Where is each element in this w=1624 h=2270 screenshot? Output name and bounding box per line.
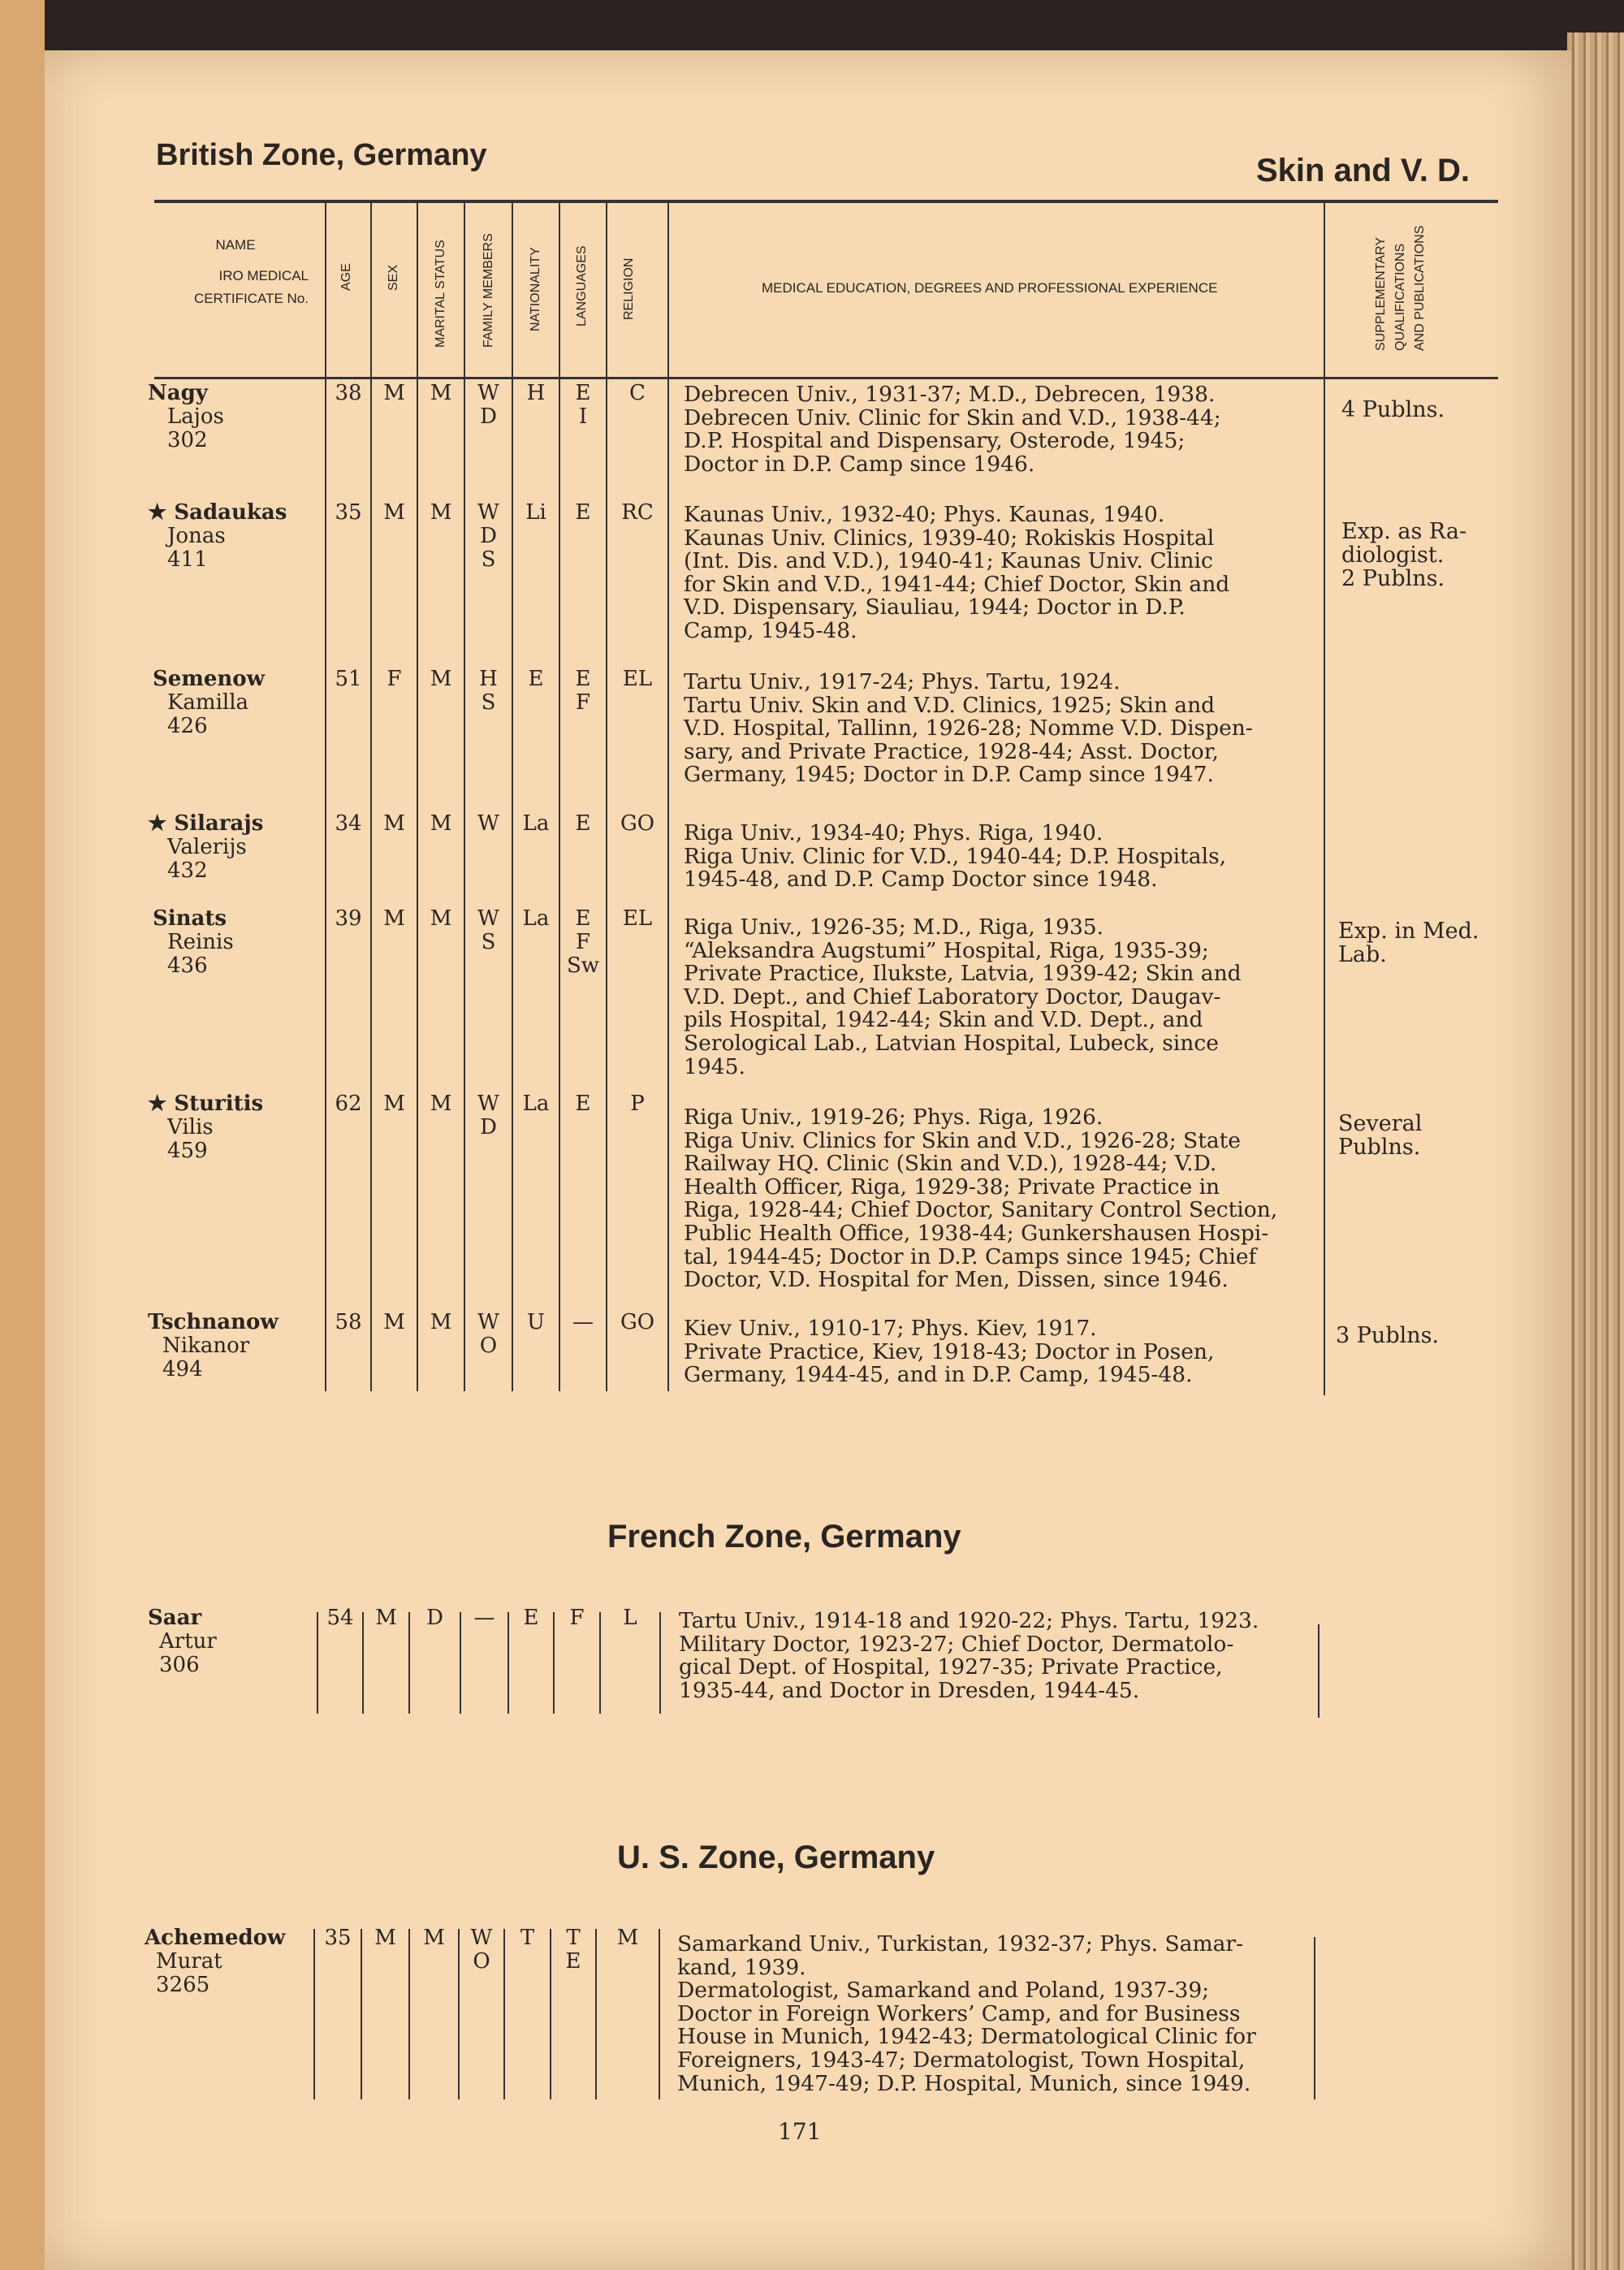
column-divider <box>325 201 326 1391</box>
nationality-cell: La <box>522 906 550 931</box>
languages-cell: E <box>575 1092 591 1116</box>
sex-cell: F <box>387 667 402 691</box>
given-name: Reinis <box>167 930 234 954</box>
nationality-cell: E <box>523 1606 539 1630</box>
age-cell: 39 <box>335 906 362 931</box>
column-divider <box>503 1929 505 2099</box>
languages-cell: E F Sw <box>566 906 600 978</box>
supplementary-cell: 4 Publns. <box>1341 397 1445 422</box>
languages-cell: E F <box>575 667 591 715</box>
family-cell: — <box>473 1606 495 1630</box>
given-name: Valerijs <box>167 835 247 859</box>
sex-cell: M <box>383 1092 405 1116</box>
column-divider <box>1324 201 1325 1395</box>
column-header-medical: MEDICAL EDUCATION, DEGREES AND PROFESSIONAL EXPERIENCE <box>762 280 1218 296</box>
religion-cell: P <box>630 1092 645 1116</box>
column-header-nationality: NATIONALITY <box>529 247 542 331</box>
table-row-name: ★ Sadaukas <box>148 500 287 525</box>
column-header-religion: RELIGION <box>622 257 636 320</box>
languages-cell: F <box>569 1606 585 1630</box>
column-divider <box>659 1612 661 1714</box>
sex-cell: M <box>383 811 405 836</box>
certificate-number: 432 <box>167 858 208 883</box>
age-cell: 34 <box>335 811 362 836</box>
nationality-cell: H <box>526 381 546 405</box>
age-cell: 62 <box>335 1092 362 1116</box>
column-divider <box>408 1929 410 2099</box>
given-name: Vilis <box>167 1115 214 1139</box>
experience-cell: Debrecen Univ., 1931-37; M.D., Debrecen, 1938. Debrecen Univ. Clinic for Skin and V.D., 1938-44; D.P. Hospital and Dispensary, Osterode, 1945; Doctor in D.P. Camp since 1946. <box>684 382 1221 477</box>
marital-cell: M <box>430 906 452 931</box>
age-cell: 51 <box>335 667 362 691</box>
column-divider <box>464 201 465 1391</box>
age-cell: 35 <box>324 1926 352 1950</box>
religion-cell: C <box>629 381 646 405</box>
experience-cell: Samarkand Univ., Turkistan, 1932-37; Phys. Samar- kand, 1939. Dermatologist, Samarkand and Poland, 1937-39; Doctor in Foreign Workers’ Camp, and for Business House in Munich, 1942-43; Dermatological Clinic for Foreigners, 1943-47; Dermatologist, Town Hospital, Munich, 1947-49; D.P. Hospital, Munich, since 1949. <box>677 1931 1256 2096</box>
section-title-us: U. S. Zone, Germany <box>617 1840 935 1875</box>
column-divider <box>606 201 607 1391</box>
marital-cell: M <box>430 1092 452 1116</box>
certificate-number: 3265 <box>156 1973 210 1997</box>
page-number: 171 <box>778 2118 822 2145</box>
certificate-number: 494 <box>162 1357 203 1381</box>
marital-cell: M <box>430 667 452 691</box>
age-cell: 58 <box>335 1310 362 1334</box>
column-header-supplementary-3: AND PUBLICATIONS <box>1413 225 1427 351</box>
experience-cell: Kiev Univ., 1910-17; Phys. Kiev, 1917. Private Practice, Kiev, 1918-43; Doctor in Posen, Germany, 1944-45, and in D.P. Camp, 1945-48. <box>684 1316 1215 1388</box>
header-bottom-rule <box>154 377 1498 379</box>
supplementary-cell: 3 Publns. <box>1336 1323 1440 1348</box>
languages-cell: E <box>575 811 591 836</box>
religion-cell: RC <box>621 500 654 525</box>
languages-cell: E I <box>575 381 591 429</box>
nationality-cell: La <box>522 1092 550 1116</box>
family-cell: W D S <box>477 500 499 572</box>
column-divider <box>1314 1937 1315 2099</box>
column-divider <box>659 1929 660 2099</box>
experience-cell: Riga Univ., 1919-26; Phys. Riga, 1926. Riga Univ. Clinics for Skin and V.D., 1926-28; State Railway HQ. Clinic (Skin and V.D.), 1928-44; V.D. Health Officer, Riga, 1929-38; Private Practice in Riga, 1928-44; Chief Doctor, Sanitary Control Section, Public Health Office, 1938-44; Gunkershausen Hospi- tal, 1944-45; Doctor in D.P. Camps since 1945; Chief Doctor, V.D. Hospital for Men, Dissen, since 1946. <box>684 1105 1278 1293</box>
header-top-rule <box>154 200 1498 203</box>
nationality-cell: E <box>528 667 544 691</box>
supplementary-cell: Exp. in Med. Lab. <box>1338 919 1479 967</box>
certificate-number: 306 <box>159 1653 200 1677</box>
page-header: Skin and V. D. <box>1256 153 1471 188</box>
nationality-cell: Li <box>525 500 546 525</box>
supplementary-cell: Several Publns. <box>1338 1111 1423 1160</box>
languages-cell: — <box>572 1310 594 1334</box>
given-name: Lajos <box>167 404 224 429</box>
certificate-number: 459 <box>167 1139 208 1163</box>
column-divider <box>361 1929 362 2099</box>
marital-cell: M <box>430 811 452 836</box>
column-divider <box>417 201 418 1391</box>
sex-cell: M <box>383 500 405 525</box>
page-stack-edge <box>1567 32 1624 2270</box>
given-name: Jonas <box>167 524 226 548</box>
languages-cell: E <box>575 500 591 525</box>
family-cell: H S <box>479 667 498 715</box>
table-row-name: Tschnanow <box>148 1310 279 1334</box>
book-spine-edge <box>0 0 45 2270</box>
family-cell: W D <box>477 381 499 429</box>
table-row-name: Sinats <box>153 906 227 931</box>
sex-cell: M <box>374 1926 396 1950</box>
given-name: Murat <box>156 1949 222 1974</box>
nationality-cell: La <box>522 811 550 836</box>
experience-cell: Tartu Univ., 1917-24; Phys. Tartu, 1924. Tartu Univ. Skin and V.D. Clinics, 1925; Skin and V.D. Hospital, Tallinn, 1926-28; Nomme V.D. Dispen- sary, and Private Practice, 1928-44; Asst. Doctor, Germany, 1945; Doctor in D.P. Camp since 1947. <box>684 669 1253 788</box>
religion-cell: GO <box>620 1310 655 1334</box>
experience-cell: Kaunas Univ., 1932-40; Phys. Kaunas, 1940. Kaunas Univ. Clinics, 1939-40; Rokiskis Hospital (Int. Dis. and V.D.), 1940-41; Kaunas Univ. Clinic for Skin and V.D., 1941-44; Chief Doctor, Skin and V.D. Dispensary, Siauliau, 1944; Doctor in D.P. Camp, 1945-48. <box>684 502 1230 643</box>
table-row-name: Saar <box>148 1606 202 1630</box>
column-divider <box>559 201 560 1391</box>
religion-cell: EL <box>622 667 653 691</box>
experience-cell: Riga Univ., 1926-35; M.D., Riga, 1935. “Aleksandra Augstumi” Hospital, Riga, 1935-39; Private Practice, Ilukste, Latvia, 1939-42; Skin and V.D. Dept., and Chief Laboratory Doctor, Daugav- pils Hospital, 1942-44; Skin and V.D. Dept., and Serological Lab., Latvian Hospital, Lubeck, since 1945. <box>684 914 1242 1079</box>
family-cell: W <box>477 811 499 836</box>
table-row-name: ★ Sturitis <box>148 1092 264 1116</box>
experience-cell: Tartu Univ., 1914-18 and 1920-22; Phys. Tartu, 1923. Military Doctor, 1923-27; Chief Doctor, Dermatolo- gical Dept. of Hospital, 1927-35; Private Practice, 1935-44, and Doctor in Dresden, 1944-45. <box>679 1608 1259 1703</box>
table-row-name: Achemedow <box>145 1926 286 1950</box>
sex-cell: M <box>383 1310 405 1334</box>
column-divider <box>370 201 372 1391</box>
given-name: Artur <box>159 1629 217 1654</box>
age-cell: 35 <box>335 500 362 525</box>
religion-cell: L <box>623 1606 637 1630</box>
zone-title: British Zone, Germany <box>156 138 487 172</box>
given-name: Nikanor <box>162 1334 250 1358</box>
column-header-name: NAME IRO MEDICAL CERTIFICATE No. <box>193 237 309 306</box>
marital-cell: D <box>426 1606 443 1630</box>
marital-cell: M <box>423 1926 445 1950</box>
sex-cell: M <box>383 906 405 931</box>
column-divider <box>667 201 669 1391</box>
given-name: Kamilla <box>167 690 249 715</box>
column-header-age: AGE <box>339 263 353 291</box>
nationality-cell: T <box>520 1926 535 1950</box>
column-header-languages: LANGUAGES <box>575 245 589 326</box>
table-row-name: ★ Silarajs <box>148 811 264 836</box>
marital-cell: M <box>430 381 452 405</box>
sex-cell: M <box>375 1606 397 1630</box>
nationality-cell: U <box>527 1310 545 1334</box>
column-divider <box>1318 1624 1320 1718</box>
family-cell: W S <box>477 906 499 954</box>
religion-cell: M <box>616 1926 639 1950</box>
family-cell: W O <box>477 1310 499 1358</box>
column-divider <box>512 201 513 1391</box>
certificate-number: 302 <box>167 428 208 452</box>
section-title-french: French Zone, Germany <box>607 1519 961 1554</box>
certificate-number: 411 <box>167 547 208 572</box>
column-header-supplementary-1: SUPPLEMENTARY <box>1374 237 1388 351</box>
family-cell: W O <box>470 1926 493 1974</box>
column-header-supplementary-2: QUALIFICATIONS <box>1393 243 1407 351</box>
age-cell: 38 <box>335 381 362 405</box>
languages-cell: T E <box>565 1926 581 1974</box>
column-header-family: FAMILY MEMBERS <box>482 233 495 348</box>
marital-cell: M <box>430 1310 452 1334</box>
table-row-name: Nagy <box>148 381 208 405</box>
column-header-marital: MARITAL STATUS <box>434 240 447 348</box>
age-cell: 54 <box>326 1606 354 1630</box>
supplementary-cell: Exp. as Ra- diologist. 2 Publns. <box>1341 519 1467 591</box>
certificate-number: 436 <box>167 953 208 978</box>
sex-cell: M <box>383 381 405 405</box>
marital-cell: M <box>430 500 452 525</box>
column-header-sex: SEX <box>387 264 400 291</box>
experience-cell: Riga Univ., 1934-40; Phys. Riga, 1940. Riga Univ. Clinic for V.D., 1940-44; D.P. Hospitals, 1945-48, and D.P. Camp Doctor since 1948. <box>684 820 1227 893</box>
table-row-name: Semenow <box>153 667 265 691</box>
religion-cell: GO <box>620 811 655 836</box>
certificate-number: 426 <box>167 714 208 738</box>
column-divider <box>313 1929 315 2099</box>
family-cell: W D <box>477 1092 499 1139</box>
column-divider <box>595 1929 597 2099</box>
religion-cell: EL <box>622 906 653 931</box>
